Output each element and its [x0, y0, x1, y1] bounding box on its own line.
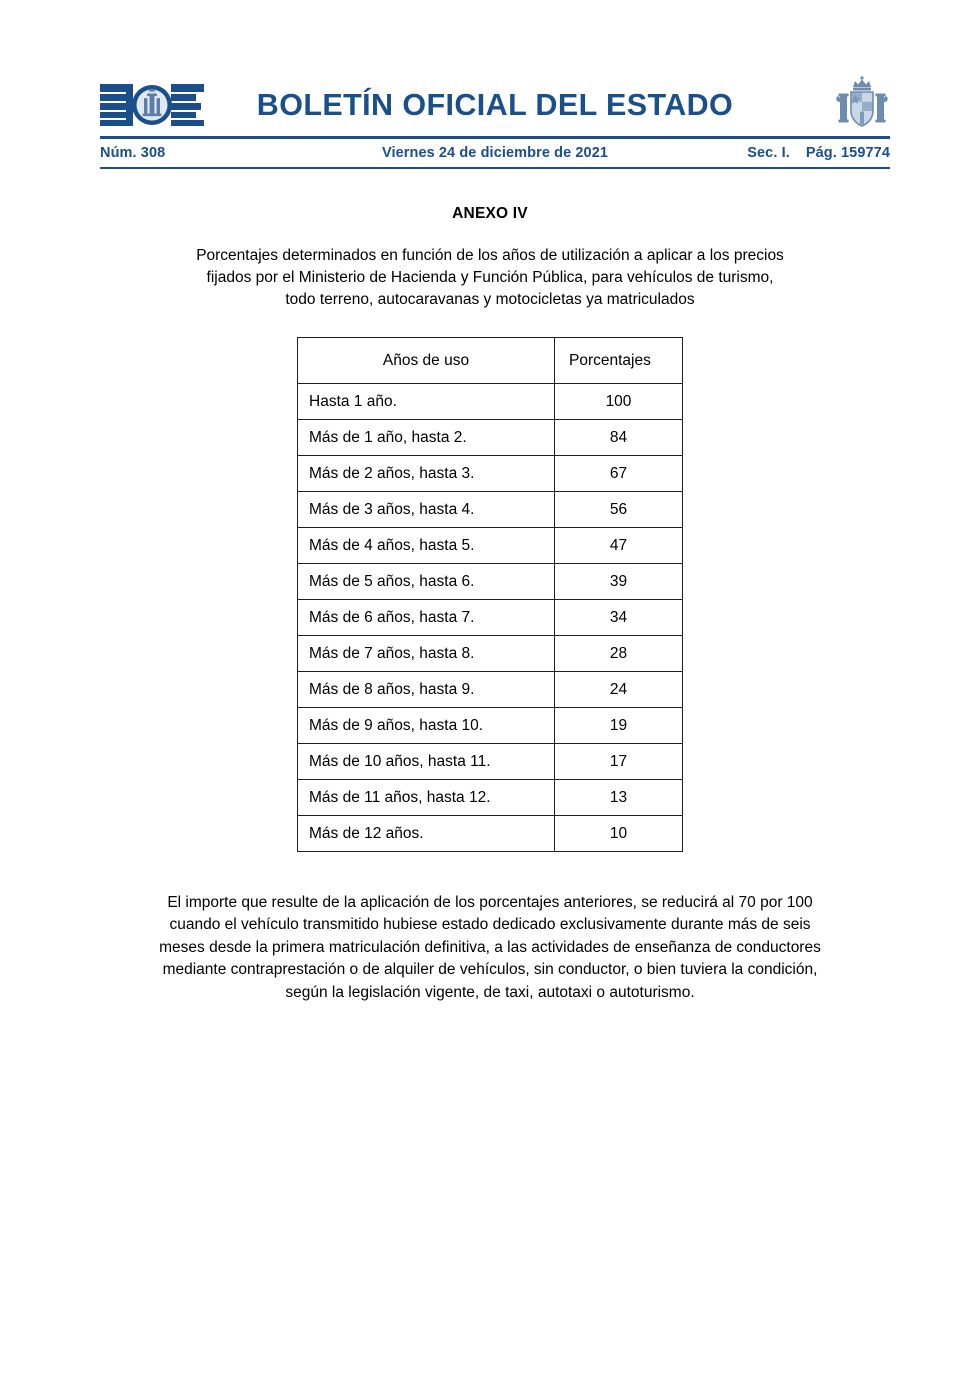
table-row	[298, 492, 683, 528]
cell-years-label: Más de 6 años, hasta 7.	[298, 600, 555, 636]
column-header-percentages: Porcentajes	[555, 338, 683, 384]
cell-years-label: Más de 2 años, hasta 3.	[298, 456, 555, 492]
annex-title: ANEXO IV	[452, 205, 528, 222]
table-row	[298, 672, 683, 708]
table-row	[298, 456, 683, 492]
cell-percentage-value: 28	[555, 636, 683, 672]
document-body	[0, 205, 980, 1004]
table-row	[298, 780, 683, 816]
table-row	[298, 744, 683, 780]
table-row	[298, 420, 683, 456]
page-header	[100, 70, 890, 169]
cell-percentage-value: 17	[555, 744, 683, 780]
cell-years-label: Más de 3 años, hasta 4.	[298, 492, 555, 528]
header-rule-bottom	[100, 167, 890, 170]
masthead	[100, 70, 890, 132]
publication-date: Viernes 24 de diciembre de 2021	[381, 144, 609, 161]
cell-percentage-value: 39	[555, 564, 683, 600]
cell-percentage-value: 34	[555, 600, 683, 636]
column-header-years: Años de uso	[298, 338, 555, 384]
cell-years-label: Más de 5 años, hasta 6.	[298, 564, 555, 600]
masthead-title: BOLETÍN OFICIAL DEL ESTADO	[256, 88, 734, 122]
cell-percentage-value: 84	[555, 420, 683, 456]
closing-paragraph: El importe que resulte de la aplicación de los porcentajes anteriores, se reducirá al 70 por 100 cuando el vehículo transmitido hubiese estado dedicado exclusivamente durante más de seis meses desde la primera matriculación definitiva, a las actividades de enseñanza de conductores mediante contraprestación o de alquiler de vehículos, sin conductor, o bien tuviera la condición, según la legislación vigente, de taxi, autotaxi o autoturismo.	[159, 894, 821, 1001]
issue-number: Núm. 308	[100, 144, 166, 161]
cell-years-label: Más de 10 años, hasta 11.	[298, 744, 555, 780]
header-meta-line	[100, 139, 890, 167]
cell-years-label: Más de 11 años, hasta 12.	[298, 780, 555, 816]
table-row	[298, 564, 683, 600]
cell-percentage-value: 13	[555, 780, 683, 816]
cell-percentage-value: 67	[555, 456, 683, 492]
table-row	[298, 528, 683, 564]
table-row	[298, 816, 683, 852]
table-row	[298, 384, 683, 420]
section-label: Sec. I.	[747, 144, 790, 161]
cell-years-label: Hasta 1 año.	[298, 384, 555, 420]
cell-percentage-value: 19	[555, 708, 683, 744]
cell-years-label: Más de 7 años, hasta 8.	[298, 636, 555, 672]
cell-percentage-value: 47	[555, 528, 683, 564]
cell-years-label: Más de 12 años.	[298, 816, 555, 852]
page-label: Pág. 159774	[805, 144, 890, 161]
table-head	[298, 338, 683, 384]
table-body	[298, 384, 683, 852]
cell-percentage-value: 10	[555, 816, 683, 852]
table-row	[298, 708, 683, 744]
rates-table-container	[0, 337, 980, 852]
cell-years-label: Más de 9 años, hasta 10.	[298, 708, 555, 744]
intro-paragraph: Porcentajes determinados en función de los años de utilización a aplicar a los precios fijados por el Ministerio de Hacienda y Función Pública, para vehículos de turismo, todo terreno, autocaravanas y motocicletas ya matriculados	[196, 247, 784, 308]
cell-percentage-value: 24	[555, 672, 683, 708]
rates-table	[297, 337, 683, 852]
cell-years-label: Más de 1 año, hasta 2.	[298, 420, 555, 456]
cell-years-label: Más de 4 años, hasta 5.	[298, 528, 555, 564]
spain-coat-of-arms-icon	[834, 74, 890, 134]
cell-years-label: Más de 8 años, hasta 9.	[298, 672, 555, 708]
table-row	[298, 636, 683, 672]
cell-percentage-value: 100	[555, 384, 683, 420]
cell-percentage-value: 56	[555, 492, 683, 528]
table-header-row	[298, 338, 683, 384]
table-row	[298, 600, 683, 636]
